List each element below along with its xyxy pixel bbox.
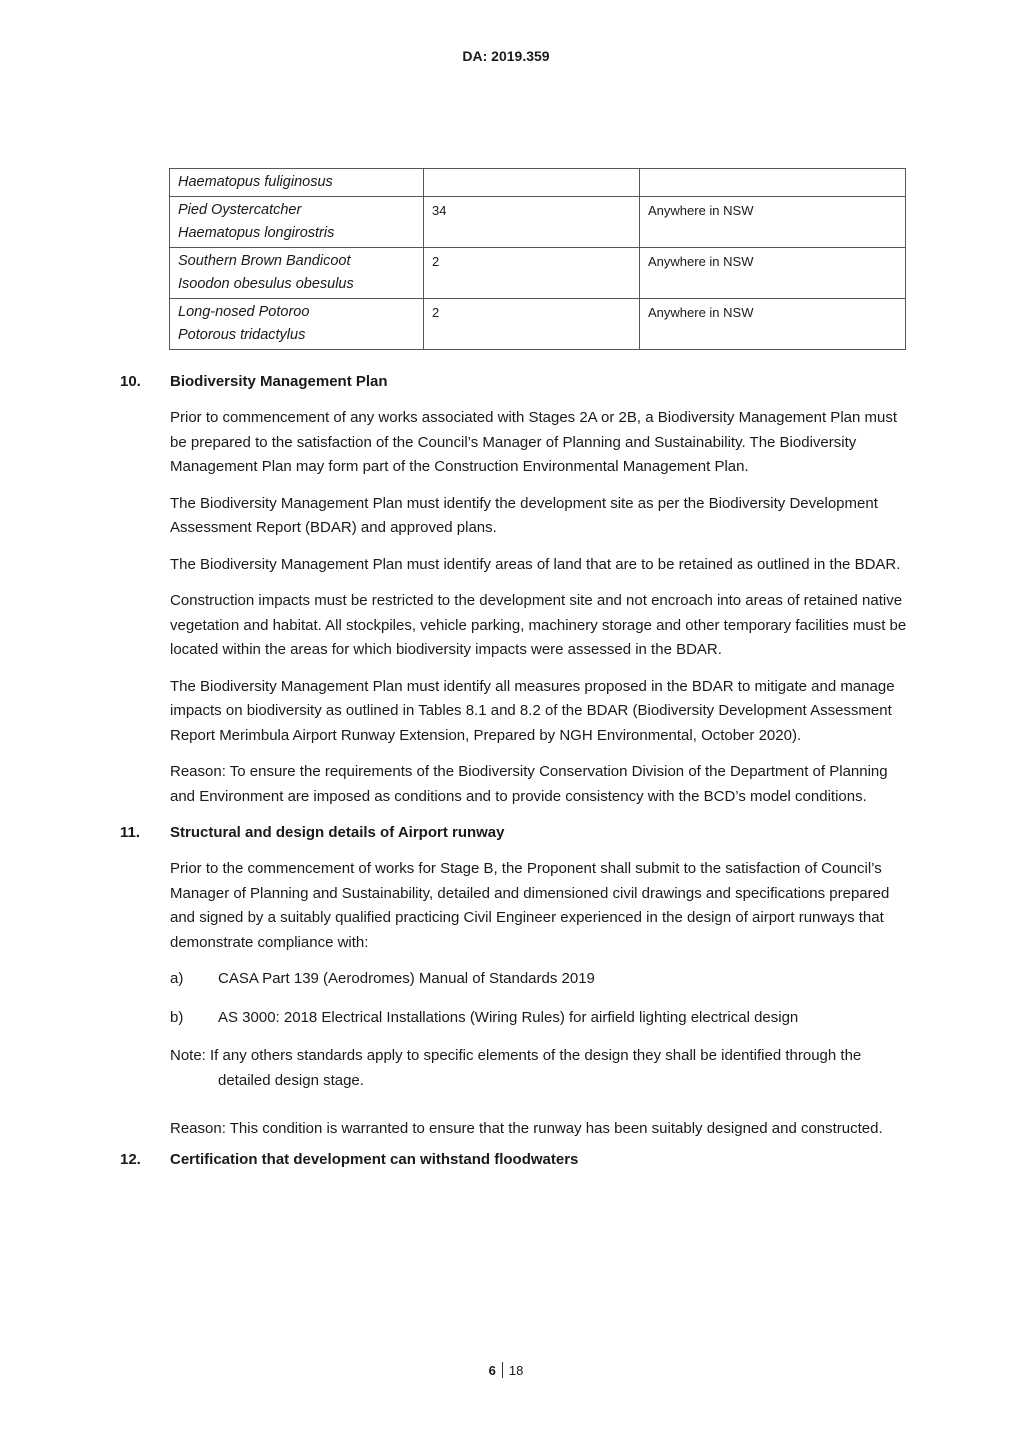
species-name-cell — [170, 169, 424, 197]
species-line: Long-nosed Potoroo — [178, 304, 310, 320]
table-row — [170, 169, 906, 197]
section-title: Certification that development can withstand floodwaters — [170, 1151, 579, 1168]
section-10-heading — [120, 370, 910, 394]
species-table — [169, 168, 906, 350]
paragraph: Prior to the commencement of works for Stage B, the Proponent shall submit to the satisfaction of Council’s Manager of Planning and Sustainability, detailed and dimensioned civil drawings and specifications prepared and signed by a suitably qualified practicing Civil Engineer experienced in the design of airport runways that demonstrate compliance with: — [170, 860, 890, 951]
count-cell: 2 — [424, 248, 640, 299]
species-line: Haematopus fuliginosus — [178, 174, 333, 190]
section-title: Biodiversity Management Plan — [170, 373, 388, 390]
list-letter: b) — [170, 1008, 184, 1026]
table-row — [170, 197, 906, 248]
species-line: Potorous tridactylus — [178, 327, 306, 343]
list-text: AS 3000: 2018 Electrical Installations (Wiring Rules) for airfield lighting electrical design — [218, 1008, 799, 1026]
section-title: Structural and design details of Airport runway — [170, 824, 505, 841]
reason-paragraph: Reason: To ensure the requirements of the Biodiversity Conservation Division of the Department of Planning and Environment are imposed as conditions and to provide consistency with the BCD’s model conditions. — [170, 763, 888, 805]
note-paragraph: Note: If any others standards apply to specific elements of the design they shall be identified through the detailed design stage. — [170, 1047, 862, 1089]
species-line: Isoodon obesulus obesulus — [178, 276, 354, 292]
document-header: DA: 2019.359 — [462, 48, 550, 64]
count-cell: 2 — [424, 299, 640, 350]
species-name-cell — [170, 197, 424, 248]
species-line: Southern Brown Bandicoot — [178, 253, 351, 269]
location-cell: Anywhere in NSW — [640, 248, 906, 299]
section-number: 11. — [120, 824, 141, 841]
section-11-heading — [120, 821, 910, 845]
page-total: 18 — [508, 1363, 524, 1378]
location-cell: Anywhere in NSW — [640, 197, 906, 248]
table-row — [170, 299, 906, 350]
section-12-heading — [120, 1148, 910, 1172]
paragraph: Prior to commencement of any works associated with Stages 2A or 2B, a Biodiversity Management Plan must be prepared to the satisfaction of the Council’s Manager of Planning and Sustainability. The Biodiversity Management Plan may form part of the Construction Environmental Management Plan. — [170, 409, 898, 475]
document-body — [120, 370, 910, 1184]
page-footer — [0, 1362, 1012, 1378]
table-row — [170, 248, 906, 299]
paragraph: The Biodiversity Management Plan must identify the development site as per the Biodiversity Development Assessment Report (BDAR) and approved plans. — [170, 494, 878, 536]
species-line: Pied Oystercatcher — [178, 202, 302, 218]
species-name-cell — [170, 248, 424, 299]
paragraph: The Biodiversity Management Plan must identify all measures proposed in the BDAR to mitigate and manage impacts on biodiversity as outlined in Tables 8.1 and 8.2 of the BDAR (Biodiversity Development Assessment Report Merimbula Airport Runway Extension, Prepared by NGH Environmental, October 2020). — [170, 677, 895, 744]
paragraph: The Biodiversity Management Plan must identify areas of land that are to be retained as outlined in the BDAR. — [170, 555, 901, 573]
species-name-cell — [170, 299, 424, 350]
location-cell: Anywhere in NSW — [640, 299, 906, 350]
list-text: CASA Part 139 (Aerodromes) Manual of Standards 2019 — [218, 970, 595, 987]
section-number: 10. — [120, 373, 141, 390]
location-cell — [640, 169, 906, 197]
list-item — [170, 967, 910, 992]
count-cell: 34 — [424, 197, 640, 248]
paragraph: Construction impacts must be restricted to the development site and not encroach into areas of retained native vegetation and habitat. All stockpiles, vehicle parking, machinery storage and other temporary facilities must be located within the areas for which biodiversity impacts were assessed in the BDAR. — [170, 592, 907, 658]
footer-divider — [502, 1362, 503, 1378]
list-letter: a) — [170, 970, 184, 987]
page-number: 6 — [488, 1363, 496, 1378]
list-item — [170, 1006, 910, 1031]
reason-paragraph: Reason: This condition is warranted to ensure that the runway has been suitably designed and constructed. — [170, 1120, 883, 1137]
species-line: Haematopus longirostris — [178, 225, 335, 241]
section-number: 12. — [120, 1151, 141, 1168]
count-cell — [424, 169, 640, 197]
